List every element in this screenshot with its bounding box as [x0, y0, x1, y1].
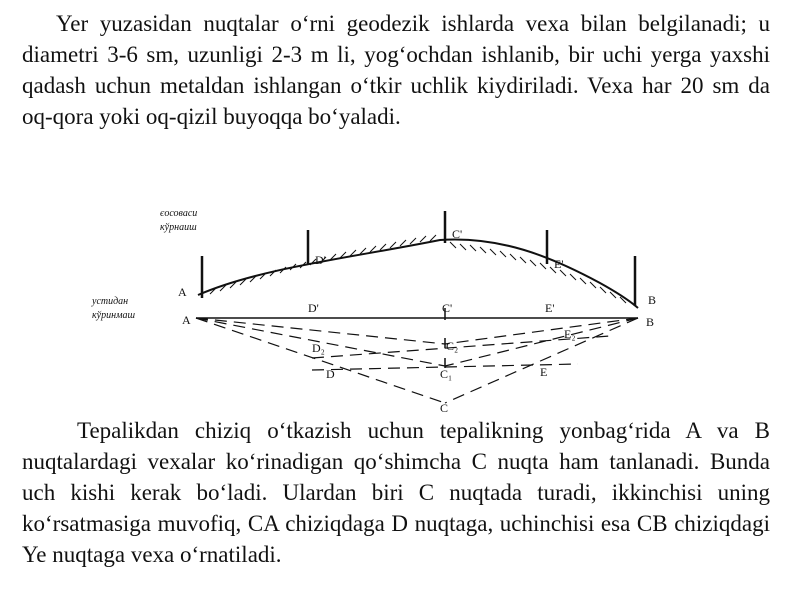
label-c1: C₁ [440, 367, 453, 381]
label-d-top: D' [315, 253, 326, 267]
label-c-bottom: C [440, 401, 449, 413]
paragraph-2: Tepalikdan chiziq o‘tkazish uchun tepalikning yonbag‘rida A va B nuqtalardagi vexalar ko‘rinadigan qo‘shimcha C nuqta ham tanlanadi. Bunda uch kishi kerak bo‘ladi. Ulardan biri C nuqtada turadi, ikkinchisi uning ko‘rsatmasiga muvofiq, CA chiziqdaga D nuqtaga, uchinchisi esa CB chiziqdagi Ye nuqtaga vexa o‘rnatiladi. [22, 418, 770, 567]
note-top-line1: єосоваси [160, 208, 198, 219]
label-a-top: A [178, 285, 187, 299]
paragraph-1: Yer yuzasidan nuqtalar o‘rni geodezik ishlarda vexa bilan belgilanadi; u diametri 3-6 sm, uzunligi 2-3 m li, yog‘ochdan ishlanib, bir uchi yerga yaxshi qadash uchun metaldan ishlangan o‘tkir uchlik kiydiriladi. Vexa har 20 sm da oq-qora yoki oq-qizil buyoqqa bo‘yaladi. [22, 11, 770, 129]
note-top-line2: кўрнаиш [160, 222, 197, 233]
label-e-line: E' [545, 301, 555, 315]
label-d: D [326, 367, 335, 381]
label-c2: C₂ [446, 339, 459, 353]
label-e: E [540, 365, 548, 379]
label-b-top: B [648, 293, 657, 307]
label-e2: E₂ [564, 327, 576, 341]
label-b: B [646, 315, 655, 329]
hill-profile [198, 239, 638, 308]
note-bottom-line1: устидан [92, 296, 129, 307]
label-c-line: C' [442, 301, 453, 315]
hill-line-diagram [90, 198, 690, 413]
label-e-top: E' [554, 257, 564, 271]
label-a: A [182, 313, 191, 327]
note-bottom-line2: кўринмаш [92, 310, 136, 321]
label-d-line: D' [308, 301, 319, 315]
label-c-top: C' [452, 227, 463, 241]
label-d2: D₂ [312, 341, 325, 355]
